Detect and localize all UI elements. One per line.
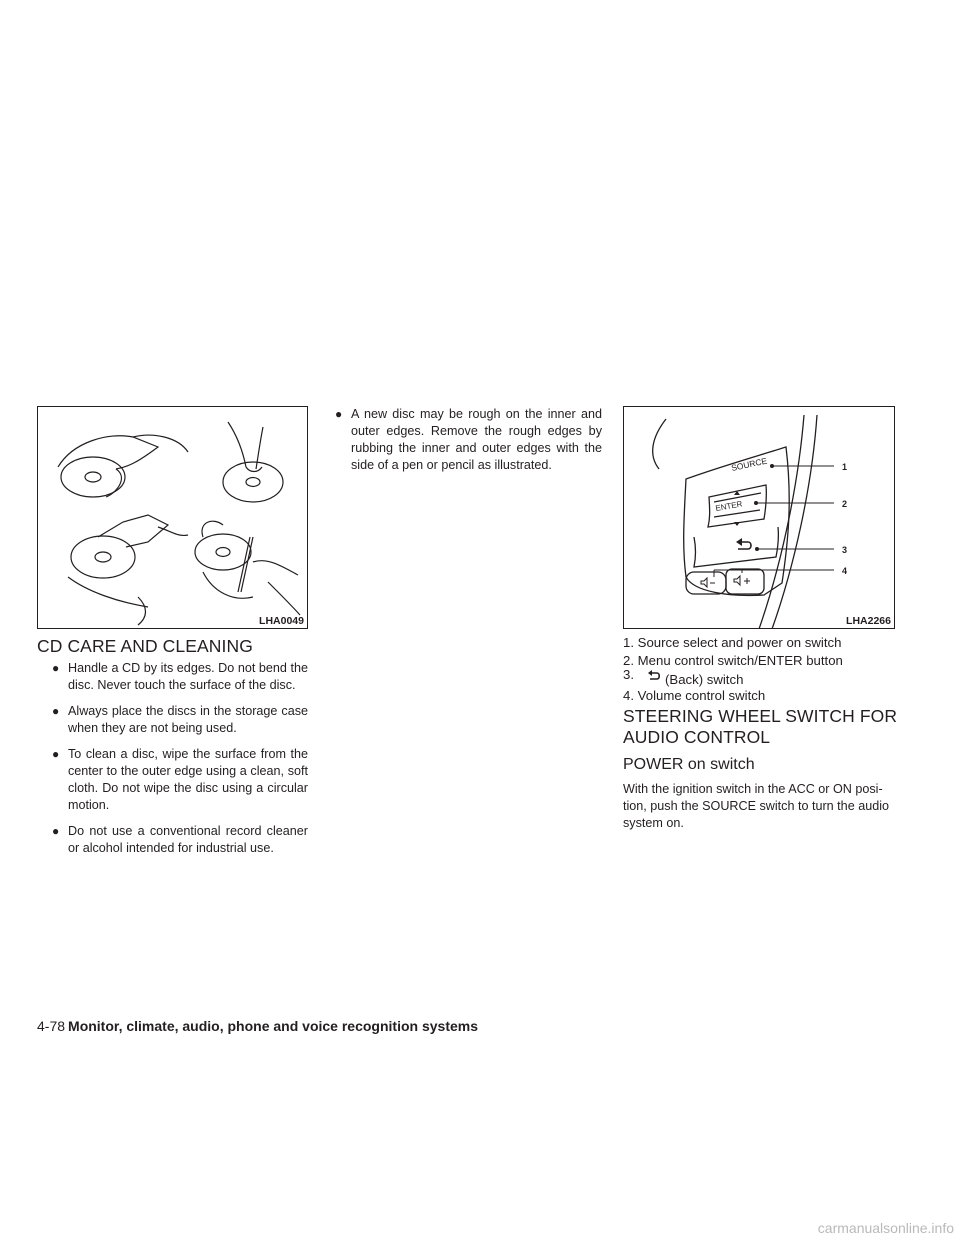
back-arrow-icon	[647, 670, 661, 682]
chapter-title: Monitor, climate, audio, phone and voice recognition systems	[68, 1018, 478, 1034]
legend-item: 4. Volume control switch	[623, 688, 766, 703]
legend-item: 1. Source select and power on switch	[623, 635, 842, 650]
watermark: carmanualsonline.info	[817, 1220, 954, 1236]
cd-care-bullets	[52, 660, 308, 866]
list-item: ● Handle a CD by its edges. Do not bend the disc. Never touch the surface of the disc.	[52, 661, 308, 692]
callout-3: 3	[842, 545, 848, 555]
legend-item-number: 3.	[623, 667, 634, 682]
cd-care-bullets-continued	[335, 406, 602, 483]
callout-1: 1	[842, 462, 848, 472]
legend-item: 2. Menu control switch/ENTER button	[623, 652, 843, 668]
cd-care-figure	[37, 406, 308, 629]
steering-heading-line1: STEERING WHEEL SWITCH FOR	[623, 706, 898, 726]
cd-care-heading: CD CARE AND CLEANING	[37, 636, 253, 656]
power-switch-subheading: POWER on switch	[623, 756, 755, 773]
list-item: ● Always place the discs in the storage case when they are not being used.	[52, 704, 308, 735]
bullet-icon: ●	[52, 661, 60, 675]
source-switch-text: SOURCE	[730, 455, 768, 473]
list-item: ● A new disc may be rough on the inner and outer edges. Remove the rough edges by rubbing the inner and outer edges with the side of a pen or pencil as illustrated.	[335, 407, 602, 472]
list-item: ● To clean a disc, wipe the surface from the center to the outer edge using a clean, soft cloth. Do not wipe the disc using a circular motion.	[52, 747, 308, 812]
bullet-icon: ●	[52, 704, 60, 718]
cd-handling-illustration	[38, 407, 308, 629]
switch-legend	[623, 634, 903, 705]
paragraph-line: With the ignition switch in the ACC or ON posi-	[623, 782, 883, 796]
paragraph-line: tion, push the SOURCE switch to turn the audio	[623, 799, 890, 813]
bullet-icon: ●	[52, 747, 60, 761]
callout-4: 4	[842, 566, 848, 576]
legend-item-label: (Back) switch	[665, 672, 744, 687]
page-footer	[37, 1017, 478, 1035]
page-number: 4-78	[37, 1018, 66, 1034]
steering-wheel-switch-illustration	[624, 407, 895, 629]
steering-heading-line2: AUDIO CONTROL	[623, 727, 771, 747]
power-switch-paragraph	[623, 781, 903, 832]
figure-code-label: LHA2266	[846, 615, 891, 627]
steering-switch-figure	[623, 406, 895, 629]
list-item: ● Do not use a conventional record cleaner or alcohol intended for industrial use.	[52, 824, 308, 855]
figure-code-label: LHA0049	[259, 615, 304, 627]
callout-2: 2	[842, 499, 848, 509]
legend-item	[623, 669, 903, 687]
bullet-icon: ●	[335, 407, 343, 421]
enter-button-text: ENTER	[714, 499, 744, 513]
paragraph-line: system on.	[623, 816, 684, 830]
bullet-icon: ●	[52, 824, 60, 838]
steering-heading	[623, 706, 923, 748]
